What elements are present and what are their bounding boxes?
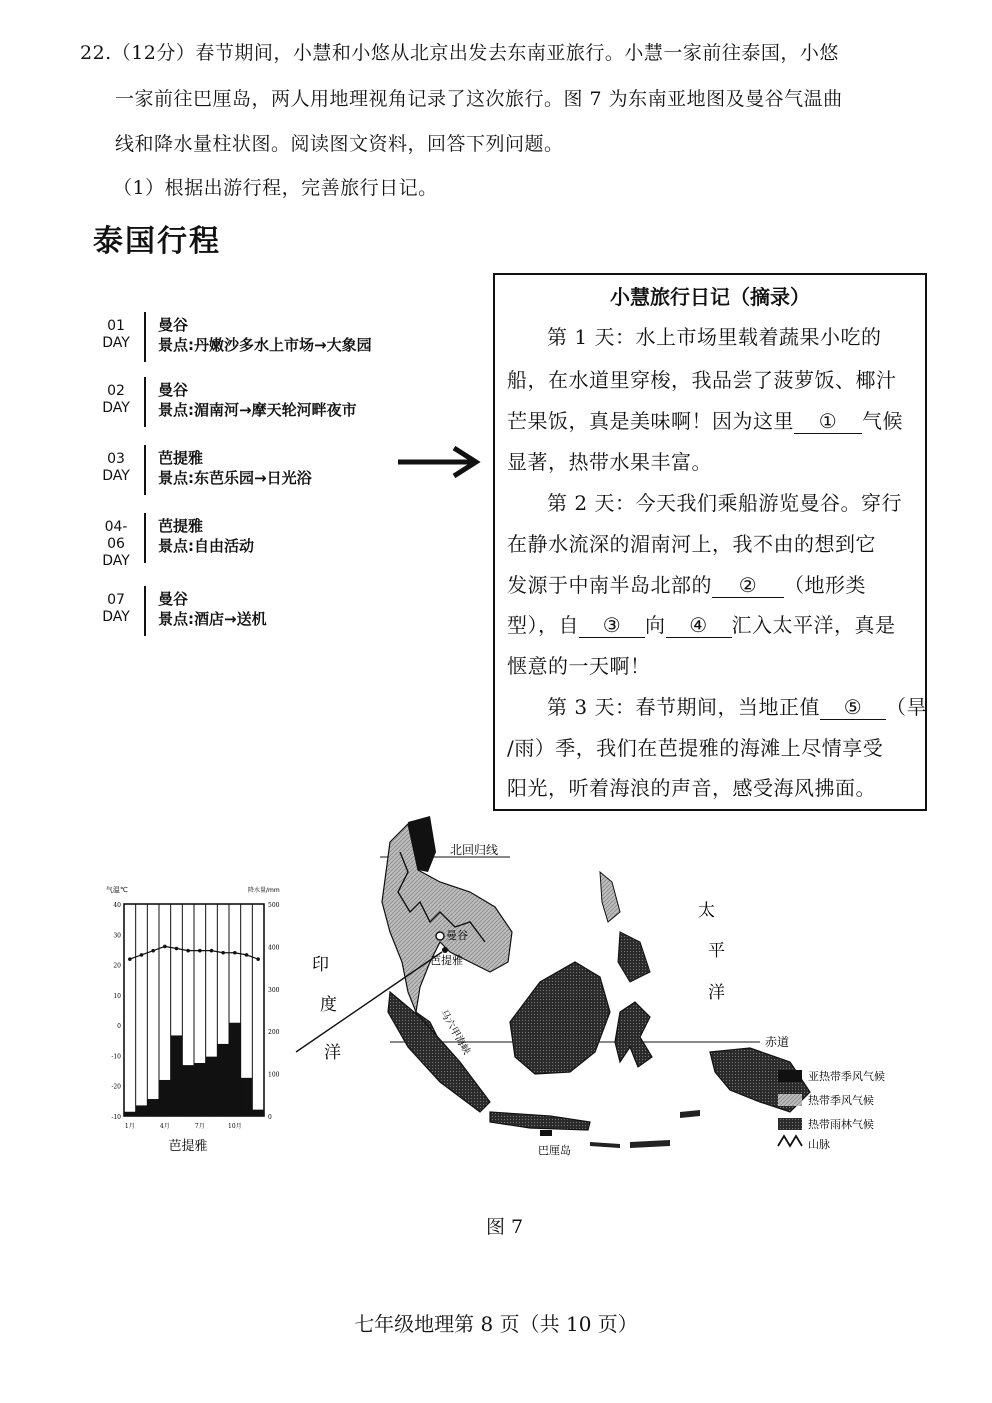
question-line-1: 22.（12分）春节期间，小慧和小悠从北京出发去东南亚旅行。小慧一家前往泰国，小悠	[80, 42, 839, 64]
day-spots: 景点:东芭乐园→日光浴	[158, 469, 312, 487]
day-number: 07	[107, 592, 125, 608]
y-left-tick: -10	[111, 1053, 121, 1061]
precip-bar	[147, 1099, 159, 1116]
y-right-tick: 300	[268, 986, 280, 994]
diary-line: 在静水流深的湄南河上，我不由的想到它	[507, 532, 876, 556]
temperature-point	[221, 951, 225, 955]
ocean-label: 洋	[324, 1043, 341, 1063]
borneo	[510, 962, 610, 1074]
day-label: DAY	[102, 335, 130, 351]
blank-5[interactable]: ⑤	[820, 695, 886, 720]
x-tick: 10月	[228, 1123, 242, 1130]
day-number: 02	[107, 383, 125, 399]
temperature-point	[175, 947, 179, 951]
figure-caption: 图 7	[486, 1216, 524, 1238]
question-line-2: 一家前往巴厘岛，两人用地理视角记录了这次旅行。图 7 为东南亚地图及曼谷气温曲	[115, 88, 843, 110]
y-right-tick: 200	[268, 1029, 280, 1037]
y-left-tick: 10	[113, 992, 121, 1000]
bangkok-marker	[436, 932, 444, 940]
day-number: 03	[107, 451, 125, 467]
y-right-label: 降水量/mm	[248, 887, 280, 894]
bangkok-label: 曼谷	[446, 929, 468, 942]
itinerary-title: 泰国行程	[93, 224, 221, 259]
sumatra	[388, 992, 490, 1112]
equator-label: 赤道	[765, 1035, 790, 1049]
diary-line: 发源于中南半岛北部的 ② （地形类	[507, 573, 866, 597]
right-arrow-icon	[396, 444, 486, 480]
diary-title: 小慧旅行日记（摘录）	[610, 285, 810, 309]
y-left-tick: 30	[113, 932, 121, 940]
ocean-label: 度	[320, 995, 337, 1015]
strait-label: 马六甲海峡	[437, 1008, 472, 1057]
precip-bar	[171, 1035, 183, 1116]
x-tick: 4月	[159, 1123, 170, 1130]
y-left-tick: 20	[113, 962, 121, 970]
ocean-label: 太	[698, 901, 715, 921]
diary-line: 显著，热带水果丰富。	[507, 450, 712, 474]
day-spots: 景点:湄南河→摩天轮河畔夜市	[158, 401, 357, 419]
temperature-point	[233, 951, 237, 955]
java	[490, 1112, 590, 1130]
bali-island	[540, 1130, 552, 1136]
diary-line: 型），自 ③ 向 ④ 汇入太平洋，真是	[507, 613, 896, 637]
precip-bar	[159, 1080, 171, 1116]
x-tick: 7月	[194, 1123, 205, 1130]
day-label: DAY	[102, 468, 130, 484]
legend-label: 山脉	[808, 1138, 830, 1151]
precip-bar	[124, 1112, 136, 1116]
precip-bar	[217, 1044, 229, 1116]
precip-bar	[252, 1110, 264, 1116]
diary-line: 船，在水道里穿梭，我品尝了菠萝饭、椰汁	[507, 368, 897, 392]
blank-2[interactable]: ②	[712, 573, 784, 598]
y-left-tick: -20	[111, 1083, 121, 1091]
blank-4[interactable]: ④	[666, 613, 732, 638]
pattaya-marker	[442, 947, 448, 953]
ocean-label: 印	[312, 955, 329, 975]
y-left-tick: -10	[111, 1114, 121, 1121]
legend-swatch	[778, 1094, 802, 1106]
blank-3[interactable]: ③	[579, 613, 645, 638]
day-label: DAY	[102, 553, 130, 569]
precip-bar	[194, 1063, 206, 1116]
day-label: DAY	[102, 609, 130, 625]
travel-diary	[493, 273, 927, 811]
legend-swatch	[778, 1070, 802, 1082]
precip-bar	[229, 1023, 241, 1116]
temperature-point	[210, 949, 214, 953]
legend-label: 热带雨林气候	[808, 1118, 874, 1131]
day-city: 曼谷	[158, 590, 189, 608]
diary-line: 第 3 天：春节期间，当地正值 ⑤ （旱	[547, 695, 927, 719]
y-right-tick: 500	[268, 902, 280, 909]
temperature-point	[163, 945, 167, 949]
legend-label: 亚热带季风气候	[808, 1070, 885, 1083]
x-tick: 1月	[124, 1123, 135, 1130]
diary-line: 惬意的一天啊！	[507, 654, 651, 678]
diary-line: /雨）季，我们在芭提雅的海滩上尽情享受	[507, 736, 884, 760]
blank-1[interactable]: ①	[794, 409, 862, 434]
day-spots: 景点:丹嫩沙多水上市场→大象园	[158, 336, 372, 354]
ocean-label: 平	[708, 941, 725, 961]
y-right-tick: 100	[268, 1071, 280, 1079]
temperature-point	[128, 957, 132, 961]
diary-line: 阳光，听着海浪的声音，感受海风拂面。	[507, 776, 876, 800]
legend-label: 热带季风气候	[808, 1094, 874, 1107]
y-left-label: 气温℃	[106, 886, 128, 894]
mountain-icon	[778, 1136, 802, 1146]
question-sub-1: （1）根据出游行程，完善旅行日记。	[113, 177, 438, 199]
legend-swatch	[778, 1118, 802, 1130]
temperature-point	[151, 949, 155, 953]
temperature-point	[245, 953, 249, 957]
diary-line: 芒果饭，真是美味啊！因为这里 ① 气候	[507, 409, 903, 433]
sulawesi	[615, 1002, 652, 1067]
y-left-tick: 40	[113, 902, 121, 909]
chart-xlabel: 芭提雅	[168, 1139, 208, 1154]
temperature-point	[140, 953, 144, 957]
precip-bar	[182, 1065, 194, 1116]
ocean-label: 洋	[708, 983, 725, 1003]
temperature-point	[198, 949, 202, 953]
pattaya-label: 芭提雅	[430, 954, 463, 967]
day-spots: 景点:自由活动	[158, 537, 254, 555]
y-left-tick: 0	[117, 1023, 121, 1031]
day-city: 曼谷	[158, 316, 189, 334]
question-line-3: 线和降水量柱状图。阅读图文资料，回答下列问题。	[115, 133, 564, 155]
day-number: 01	[107, 318, 125, 334]
day-city: 曼谷	[158, 381, 189, 399]
page-footer: 七年级地理第 8 页（共 10 页）	[354, 1312, 638, 1336]
y-right-tick: 0	[268, 1114, 272, 1121]
day-spots: 景点:酒店→送机	[158, 610, 267, 628]
day-city: 芭提雅	[158, 517, 204, 535]
precip-bar	[136, 1105, 148, 1116]
precip-bar	[241, 1078, 253, 1116]
temperature-point	[186, 949, 190, 953]
day-label: DAY	[102, 400, 130, 416]
climate-chart	[100, 882, 300, 1157]
tropic-label: 北回归线	[450, 843, 499, 857]
diary-line: 第 2 天：今天我们乘船游览曼谷。穿行	[547, 491, 902, 515]
day-number: 04-06	[104, 519, 128, 552]
diary-line: 第 1 天：水上市场里载着蔬果小吃的	[547, 325, 882, 349]
y-right-tick: 400	[268, 944, 280, 952]
precip-bar	[206, 1057, 218, 1116]
bali-label: 巴厘岛	[538, 1144, 571, 1157]
southeast-asia-map	[290, 812, 910, 1182]
temperature-point	[256, 957, 260, 961]
day-city: 芭提雅	[158, 449, 204, 467]
